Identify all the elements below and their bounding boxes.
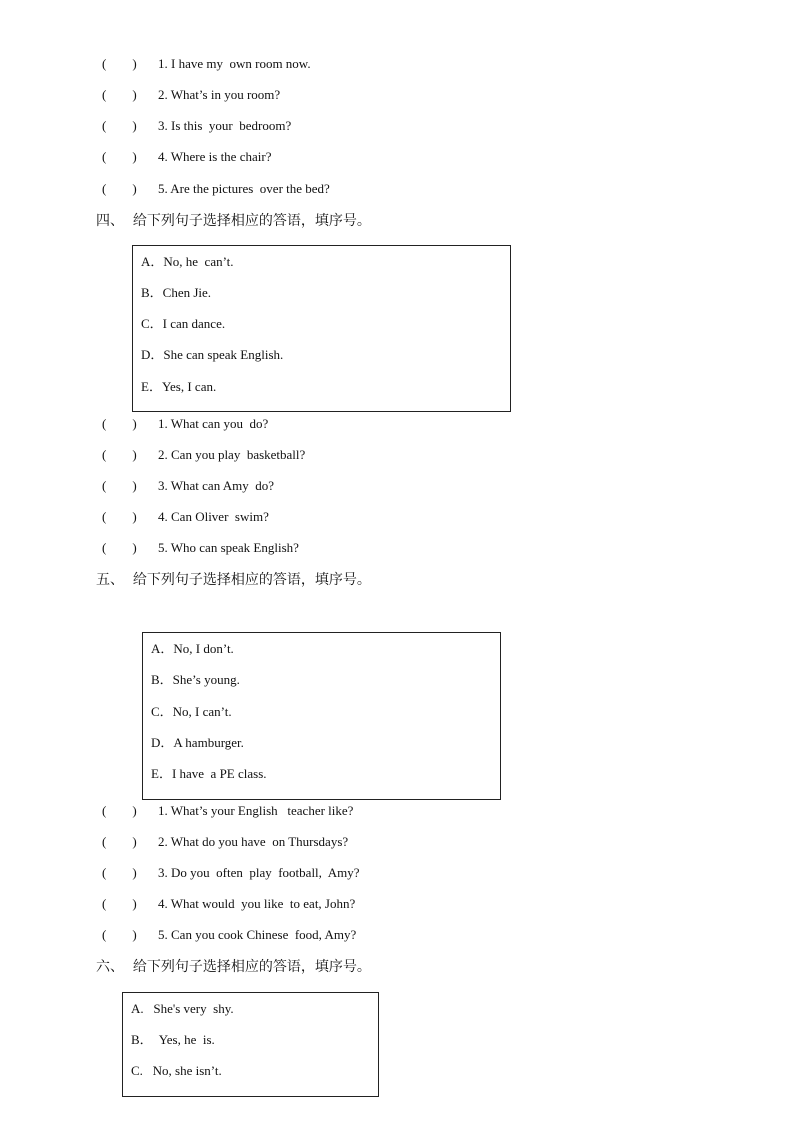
answer-option: B．She’s young. bbox=[151, 672, 240, 687]
close-paren: ) bbox=[132, 865, 137, 880]
section-heading: 五、 给下列句子选择相应的答语，填序号。 bbox=[96, 572, 371, 588]
close-paren: ) bbox=[132, 540, 137, 555]
open-paren: ( bbox=[102, 803, 107, 818]
question-text: 5. Can you cook Chinese food, Amy? bbox=[158, 927, 357, 942]
question-text: 5. Who can speak English? bbox=[158, 540, 299, 555]
answer-option: C．I can dance. bbox=[141, 316, 226, 331]
close-paren: ) bbox=[132, 87, 137, 102]
question-row bbox=[102, 539, 299, 557]
question-row bbox=[102, 117, 291, 135]
open-paren: ( bbox=[102, 87, 107, 102]
close-paren: ) bbox=[132, 416, 137, 431]
answer-options-box bbox=[132, 245, 511, 412]
question-row bbox=[102, 55, 311, 73]
open-paren: ( bbox=[102, 118, 107, 133]
question-row bbox=[102, 802, 353, 820]
question-text: 2. What do you have on Thursdays? bbox=[158, 834, 349, 849]
close-paren: ) bbox=[132, 927, 137, 942]
question-row bbox=[102, 415, 268, 433]
answer-option: E．I have a PE class. bbox=[151, 766, 267, 781]
section-heading: 六、 给下列句子选择相应的答语，填序号。 bbox=[96, 959, 371, 975]
question-text: 2. Can you play basketball? bbox=[158, 447, 306, 462]
question-row bbox=[102, 864, 359, 882]
answer-option: C. No, she isn’t. bbox=[131, 1063, 222, 1078]
close-paren: ) bbox=[132, 478, 137, 493]
question-text: 5. Are the pictures over the bed? bbox=[158, 181, 330, 196]
question-row bbox=[102, 86, 280, 104]
open-paren: ( bbox=[102, 865, 107, 880]
answer-option: D．A hamburger. bbox=[151, 735, 244, 750]
question-text: 4. What would you like to eat, John? bbox=[158, 896, 356, 911]
close-paren: ) bbox=[132, 834, 137, 849]
question-text: 3. Is this your bedroom? bbox=[158, 118, 292, 133]
question-text: 4. Can Oliver swim? bbox=[158, 509, 269, 524]
open-paren: ( bbox=[102, 927, 107, 942]
question-text: 3. Do you often play football, Amy? bbox=[158, 865, 360, 880]
answer-option: E．Yes, I can. bbox=[141, 379, 217, 394]
question-row bbox=[102, 180, 330, 198]
open-paren: ( bbox=[102, 416, 107, 431]
answer-option: B． Yes, he is. bbox=[131, 1032, 215, 1047]
open-paren: ( bbox=[102, 149, 107, 164]
answer-option: A．No, I don’t. bbox=[151, 641, 234, 656]
question-row bbox=[102, 446, 305, 464]
open-paren: ( bbox=[102, 834, 107, 849]
question-row bbox=[102, 148, 271, 166]
close-paren: ) bbox=[132, 803, 137, 818]
question-text: 1. What’s your English teacher like? bbox=[158, 803, 354, 818]
close-paren: ) bbox=[132, 447, 137, 462]
answer-option: A. She's very shy. bbox=[131, 1001, 234, 1016]
close-paren: ) bbox=[132, 56, 137, 71]
question-row bbox=[102, 833, 348, 851]
answer-options-box bbox=[122, 992, 379, 1097]
close-paren: ) bbox=[132, 149, 137, 164]
question-text: 1. What can you do? bbox=[158, 416, 269, 431]
question-text: 3. What can Amy do? bbox=[158, 478, 275, 493]
question-row bbox=[102, 895, 355, 913]
answer-option: D．She can speak English. bbox=[141, 347, 284, 362]
close-paren: ) bbox=[132, 118, 137, 133]
answer-options-box bbox=[142, 632, 501, 800]
answer-option: A．No, he can’t. bbox=[141, 254, 234, 269]
open-paren: ( bbox=[102, 56, 107, 71]
answer-option: C．No, I can’t. bbox=[151, 704, 232, 719]
question-row bbox=[102, 477, 274, 495]
close-paren: ) bbox=[132, 509, 137, 524]
close-paren: ) bbox=[132, 181, 137, 196]
open-paren: ( bbox=[102, 509, 107, 524]
close-paren: ) bbox=[132, 896, 137, 911]
question-row bbox=[102, 926, 356, 944]
open-paren: ( bbox=[102, 447, 107, 462]
question-text: 2. What’s in you room? bbox=[158, 87, 281, 102]
open-paren: ( bbox=[102, 478, 107, 493]
open-paren: ( bbox=[102, 540, 107, 555]
question-text: 1. I have my own room now. bbox=[158, 56, 311, 71]
answer-option: B．Chen Jie. bbox=[141, 285, 212, 300]
question-text: 4. Where is the chair? bbox=[158, 149, 272, 164]
open-paren: ( bbox=[102, 181, 107, 196]
open-paren: ( bbox=[102, 896, 107, 911]
question-row bbox=[102, 508, 269, 526]
section-heading: 四、 给下列句子选择相应的答语，填序号。 bbox=[96, 213, 371, 229]
